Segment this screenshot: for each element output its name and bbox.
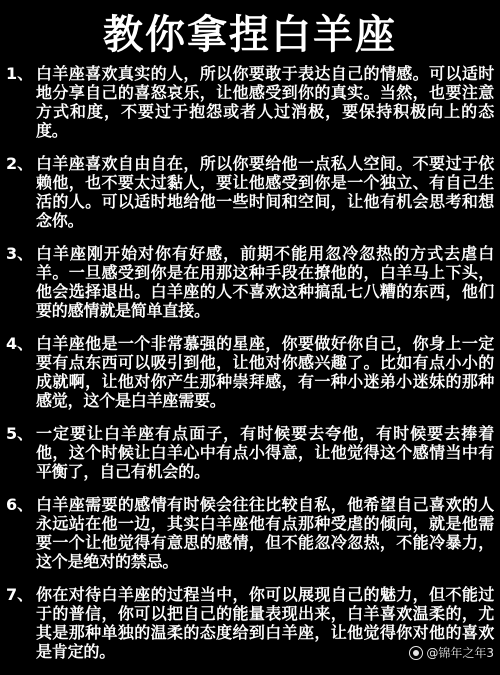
tip-number: 6、 — [6, 495, 34, 514]
tip-number: 4、 — [6, 334, 34, 353]
tip-text: 一定要让白羊座有点面子，有时候要去夸他，有时候要去捧着他，这个时候让白羊心中有点小得意，让他觉得这个感情当中有平衡了，自己有机会的。 — [36, 424, 494, 481]
tip-item-3 — [0, 244, 500, 320]
tip-number: 7、 — [6, 585, 34, 604]
tip-item-1 — [0, 64, 500, 140]
tips-list — [0, 64, 500, 675]
tip-number: 3、 — [6, 244, 34, 263]
watermark — [409, 644, 494, 661]
tip-number: 1、 — [6, 64, 34, 83]
weibo-logo-icon — [409, 646, 423, 660]
tip-item-4 — [0, 334, 500, 410]
tip-number: 2、 — [6, 154, 34, 173]
watermark-text: @锦年之年3 — [426, 646, 494, 660]
page-title: 教你拿捏白羊座 — [103, 12, 397, 58]
tip-text: 白羊座他是一个非常慕强的星座，你要做好你自己，你身上一定要有点东西可以吸引到他，让他对你感兴趣了。比如有点小小的成就啊，让他对你产生那种崇拜感，有一种小迷弟小迷妹的那种感觉，这个是白羊座需要。 — [36, 334, 494, 410]
tip-text: 你在对待白羊座的过程当中，你可以展现自己的魅力，但不能过于的普信，你可以把自己的能量表现出来，白羊喜欢温柔的，尤其是那种单独的温柔的态度给到白羊座，让他觉得你对他的喜欢是肯定的。 — [36, 585, 494, 661]
tip-text: 白羊座喜欢自由自在，所以你要给他一点私人空间。不要过于依赖他，也不要太过黏人，要让他感受到你是一个独立、有自己生活的人。可以适时地给他一些时间和空间，让他有机会思考和想念你。 — [36, 154, 494, 230]
tip-text: 白羊座喜欢真实的人，所以你要敢于表达自己的情感。可以适时地分享自己的喜怒哀乐，让他感受到你的真实。当然，也要注意方式和度，不要过于抱怨或者人过消极，要保持积极向上的态度。 — [36, 64, 494, 140]
tip-item-5 — [0, 424, 500, 481]
tip-item-6 — [0, 495, 500, 571]
tip-text: 白羊座需要的感情有时候会往往比较自私，他希望自己喜欢的人永远站在他一边，其实白羊座他有点那种受虐的倾向，就是他需要一个让他觉得有意思的感情，但不能忽冷忽热，不能冷暴力，这个是绝对的禁忌。 — [36, 495, 494, 571]
tip-number: 5、 — [6, 424, 34, 443]
tip-item-2 — [0, 154, 500, 230]
tip-text: 白羊座刚开始对你有好感，前期不能用忽冷忽热的方式去虐白羊。一旦感受到你是在用那这种手段在撩他的，白羊马上下头，他会选择退出。白羊座的人不喜欢这种搞乱七八糟的东西，他们要的感情就是简单直接。 — [36, 244, 494, 320]
